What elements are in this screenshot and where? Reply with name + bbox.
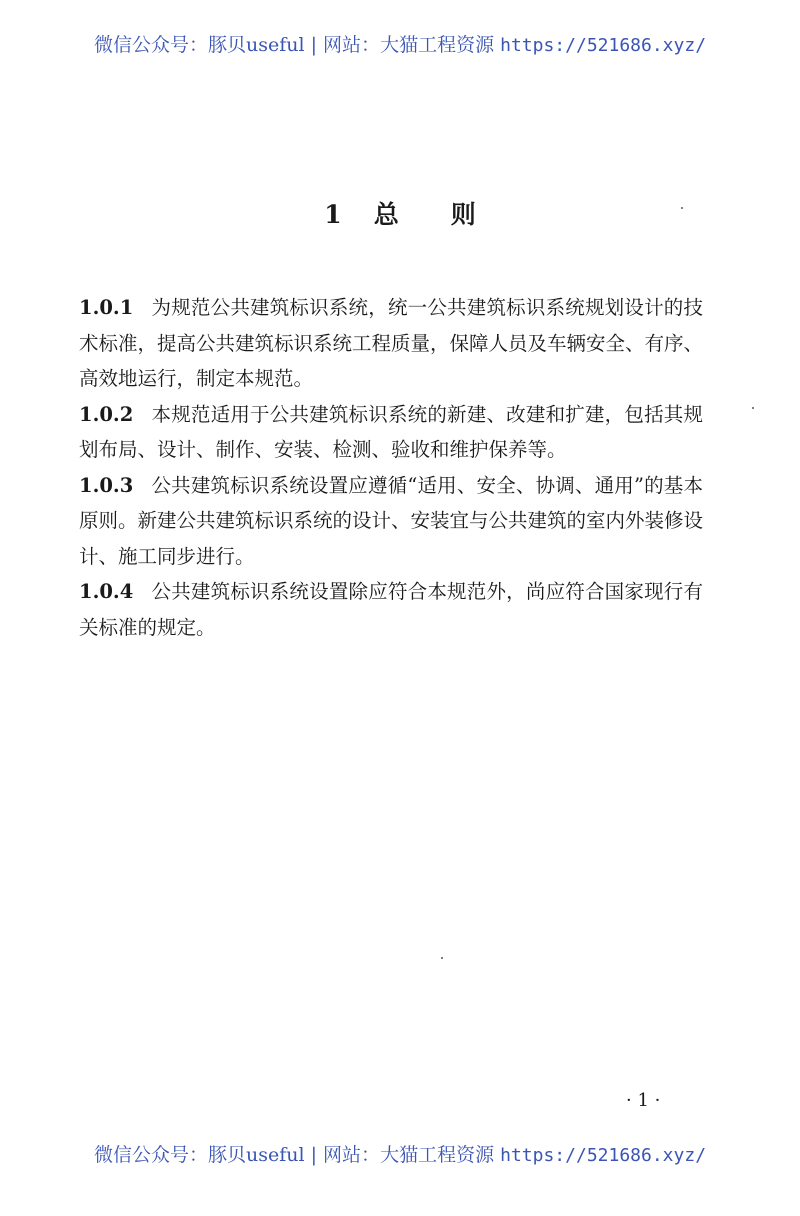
- watermark-separator: |: [310, 1144, 317, 1166]
- watermark-site-name: 大猫工程资源: [380, 34, 495, 56]
- clause-text: 公共建筑标识系统设置应遵循“适用、安全、协调、通用”的基本原则。新建公共建筑标识系统的设计、安装宜与公共建筑的室内外装修设计、施工同步进行。: [79, 473, 704, 568]
- clause-text: 公共建筑标识系统设置除应符合本规范外，尚应符合国家现行有关标准的规定。: [79, 580, 703, 639]
- scan-speck: [441, 957, 443, 959]
- chapter-title-char-1: 总: [373, 200, 399, 229]
- watermark-separator: |: [310, 34, 317, 56]
- clause-text: 本规范适用于公共建筑标识系统的新建、改建和扩建，包括其规划布局、设计、制作、安装、检测、验收和维护保养等。: [79, 402, 703, 461]
- watermark-url: https://521686.xyz/: [500, 1145, 707, 1166]
- watermark-banner-bottom: [0, 1140, 800, 1167]
- chapter-body: [79, 290, 703, 645]
- chapter-title: [0, 195, 800, 231]
- watermark-site-label: 网站：: [323, 1144, 381, 1166]
- watermark-url: https://521686.xyz/: [500, 35, 707, 56]
- watermark-label: 微信公众号：: [93, 1144, 208, 1166]
- watermark-site-name: 大猫工程资源: [380, 1144, 495, 1166]
- scan-speck: [681, 207, 683, 209]
- watermark-account: 豚贝useful: [207, 1144, 305, 1166]
- clause-1-0-4: [79, 574, 703, 645]
- clause-number: 1.0.2: [79, 402, 134, 426]
- scan-speck: [752, 407, 754, 409]
- clause-number: 1.0.1: [79, 296, 134, 319]
- watermark-banner-top: [0, 30, 800, 57]
- clause-number: 1.0.4: [79, 580, 134, 603]
- watermark-site-label: 网站：: [323, 34, 381, 56]
- watermark-account: 豚贝useful: [207, 34, 305, 56]
- clause-1-0-3: [79, 468, 703, 575]
- page-number: · 1 ·: [626, 1090, 661, 1111]
- chapter-title-char-2: 则: [450, 200, 476, 229]
- clause-1-0-2: [79, 397, 703, 468]
- watermark-label: 微信公众号：: [93, 34, 208, 56]
- clause-1-0-1: [79, 290, 703, 397]
- chapter-number: 1: [324, 200, 342, 229]
- clause-text: 为规范公共建筑标识系统，统一公共建筑标识系统规划设计的技术标准，提高公共建筑标识系统工程质量，保障人员及车辆安全、有序、高效地运行，制定本规范。: [79, 296, 704, 390]
- clause-number: 1.0.3: [79, 473, 134, 497]
